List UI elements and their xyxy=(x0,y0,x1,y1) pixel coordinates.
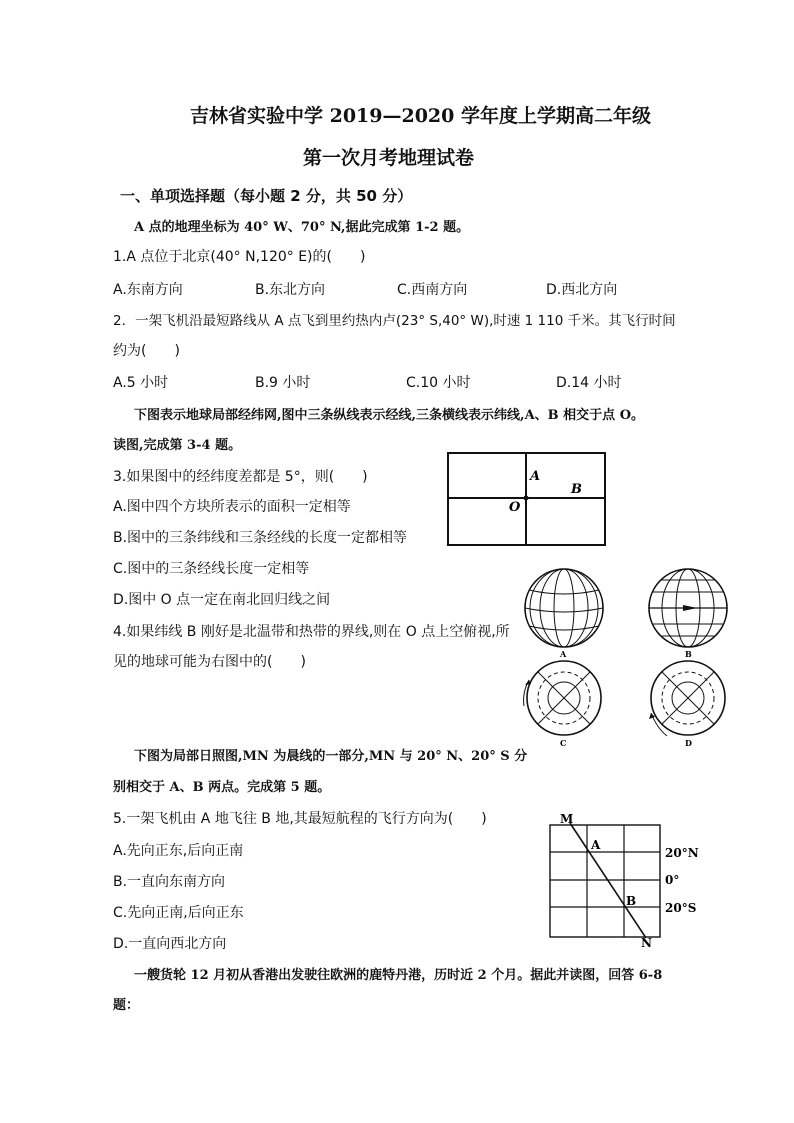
question-2-option-a: A.5 小时 xyxy=(113,375,169,391)
mn-label-a: A xyxy=(591,838,601,852)
question-2-stem-line1: 2．一架飞机沿最短路线从 A 点飞到里约热内卢(23° S,40° W),时速 1 110 千米。其飞行时间 xyxy=(113,313,676,329)
question-1-option-b: B.东北方向 xyxy=(255,282,326,298)
intro-q3-4-line1: 下图表示地球局部经纬网,图中三条纵线表示经线,三条横线表示纬线,A、B 相交于点 O。 xyxy=(134,408,645,423)
question-1-option-c: C.西南方向 xyxy=(397,282,468,298)
question-2-option-b: B.9 小时 xyxy=(255,375,311,391)
grid-label-b: B xyxy=(571,482,582,497)
mn-label-m: M xyxy=(560,812,574,826)
globe-b xyxy=(649,569,727,647)
question-5-stem: 5.一架飞机由 A 地飞往 B 地,其最短航程的飞行方向为( ) xyxy=(113,811,487,827)
question-3-stem: 3.如果图中的经纬度差都是 5°，则( ) xyxy=(113,469,368,485)
grid-intersection-dot xyxy=(524,496,529,501)
question-1-stem: 1.A 点位于北京(40° N,120° E)的( ) xyxy=(113,249,366,265)
intro-q1-2: A 点的地理坐标为 40° W、70° N,据此完成第 1-2 题。 xyxy=(134,220,470,235)
question-4-stem-line2: 见的地球可能为右图中的( ) xyxy=(113,654,306,670)
question-3-option-b: B.图中的三条纬线和三条经线的长度一定都相等 xyxy=(113,530,408,546)
question-3-option-a: A.图中四个方块所表示的面积一定相等 xyxy=(113,499,351,515)
intro-q5-line2: 别相交于 A、B 两点。完成第 5 题。 xyxy=(113,780,331,795)
globe-label-b: B xyxy=(685,649,692,659)
question-3-option-c: C.图中的三条经线长度一定相等 xyxy=(113,561,310,577)
section-heading: 一、单项选择题（每小题 2 分，共 50 分） xyxy=(120,187,413,205)
intro-q5-line1: 下图为局部日照图,MN 为晨线的一部分,MN 与 20° N、20° S 分 xyxy=(134,749,528,764)
globe-a xyxy=(525,569,603,647)
question-4-stem-line1: 4.如果纬线 B 刚好是北温带和热带的界线,则在 O 点上空俯视,所 xyxy=(113,624,510,640)
intro-q6-8-line1: 一艘货轮 12 月初从香港出发驶往欧洲的鹿特丹港，历时近 2 个月。据此并读图，回答 6-8 xyxy=(134,968,663,983)
question-2-stem-line2: 约为( ) xyxy=(113,343,180,359)
question-5-option-a: A.先向正东,后向正南 xyxy=(113,843,244,859)
question-2-option-c: C.10 小时 xyxy=(406,375,471,391)
terminator-figure xyxy=(548,812,708,950)
question-1-option-a: A.东南方向 xyxy=(113,282,183,298)
globe-label-d: D xyxy=(685,738,692,748)
intro-q3-4-line2: 读图,完成第 3-4 题。 xyxy=(113,438,242,453)
globes-figure xyxy=(515,568,715,753)
mn-label-n: N xyxy=(641,936,652,950)
globe-label-c: C xyxy=(560,738,567,748)
intro-q6-8-line2: 题： xyxy=(113,998,140,1013)
question-5-option-b: B.一直向东南方向 xyxy=(113,874,226,890)
question-3-option-d: D.图中 O 点一定在南北回归线之间 xyxy=(113,592,331,608)
question-2-option-d: D.14 小时 xyxy=(556,375,622,391)
mn-lat-0: 0° xyxy=(665,873,680,887)
globe-label-a: A xyxy=(560,649,567,659)
page-title-line1: 吉林省实验中学 2019—2020 学年度上学期高二年级 xyxy=(190,105,651,127)
mn-lat-20n: 20°N xyxy=(665,846,699,860)
mn-label-b: B xyxy=(626,894,637,908)
question-1-option-d: D.西北方向 xyxy=(546,282,618,298)
mn-grid-frame xyxy=(550,825,660,937)
globe-c xyxy=(524,661,601,735)
latlong-grid-figure xyxy=(447,452,607,547)
question-5-option-d: D.一直向西北方向 xyxy=(113,936,227,952)
page-title-line2: 第一次月考地理试卷 xyxy=(303,147,475,169)
globe-d xyxy=(649,661,725,736)
question-5-option-c: C.先向正南,后向正东 xyxy=(113,905,244,921)
mn-lat-20s: 20°S xyxy=(665,901,697,915)
grid-label-a: A xyxy=(530,469,541,484)
grid-label-o: O xyxy=(509,500,521,515)
